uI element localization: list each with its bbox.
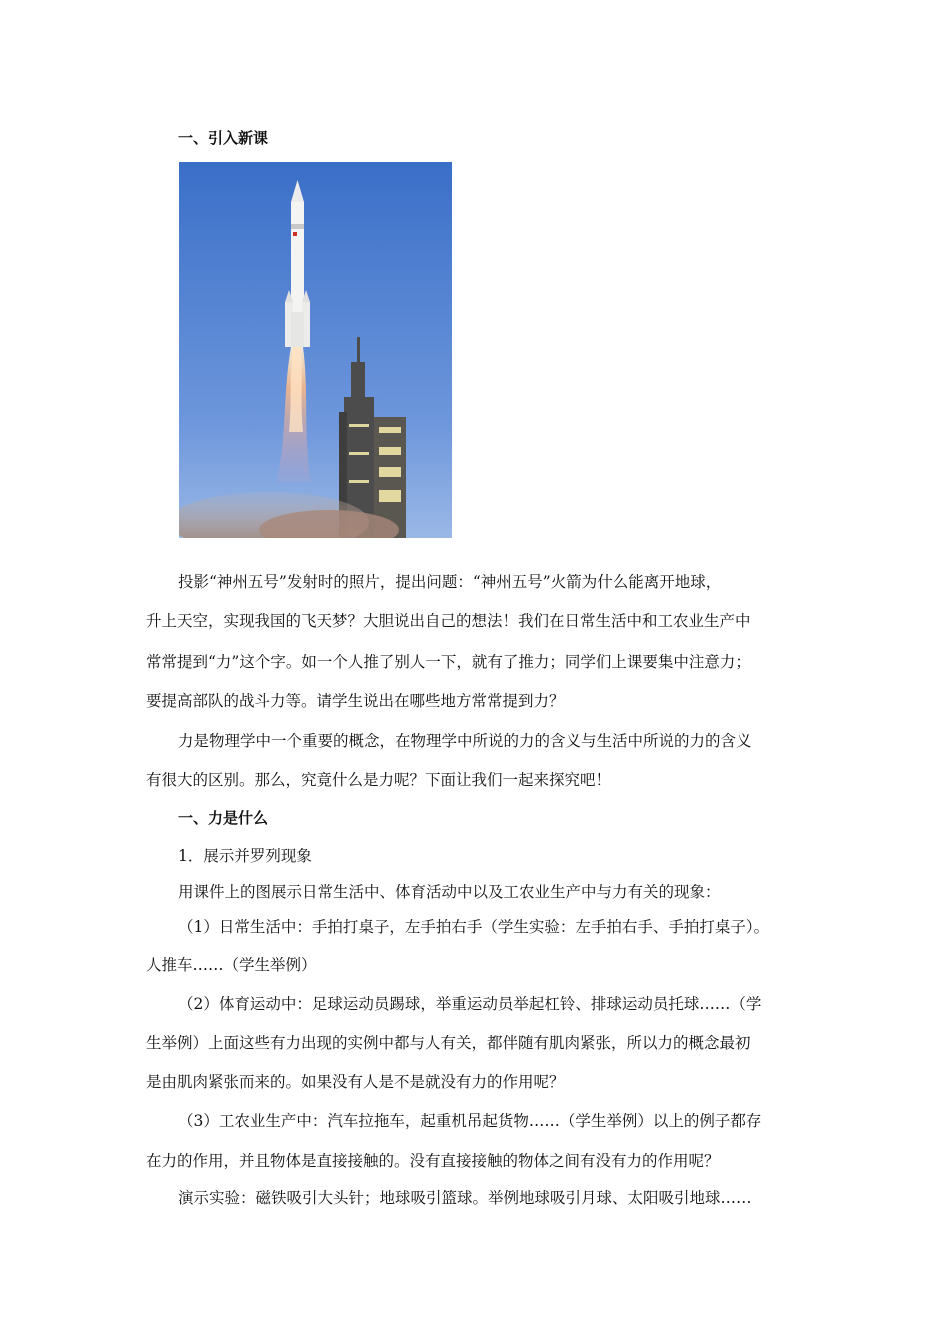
list-item-line: （3）工农业生产中：汽车拉拖车，起重机吊起货物……（学生举例）以上的例子都存 <box>178 1112 762 1130</box>
rocket-launch-photo <box>179 162 452 538</box>
paragraph-line: 要提高部队的战斗力等。请学生说出在哪些地方常常提到力？ <box>146 692 565 710</box>
paragraph-line: 力是物理学中一个重要的概念，在物理学中所说的力的含义与生活中所说的力的含义 <box>178 732 752 750</box>
paragraph-line: 常常提到“力”这个字。如一个人推了别人一下，就有了推力；同学们上课要集中注意力； <box>146 653 751 671</box>
list-item-line: 人推车……（学生举例） <box>146 956 317 974</box>
list-item-line: 在力的作用，并且物体是直接接触的。没有直接接触的物体之间有没有力的作用呢？ <box>146 1152 720 1170</box>
list-item-line: 是由肌肉紧张而来的。如果没有人是不是就没有力的作用呢？ <box>146 1073 565 1091</box>
list-item-line: 生举例）上面这些有力出现的实例中都与人有关，都伴随有肌肉紧张，所以力的概念最初 <box>146 1034 751 1052</box>
paragraph-line: 升上天空，实现我国的飞天梦？大胆说出自己的想法！我们在日常生活中和工农业生产中 <box>146 612 751 630</box>
list-item-line: （1）日常生活中：手拍打桌子，左手拍右手（学生实验：左手拍右手、手拍打桌子）。 <box>178 918 770 936</box>
paragraph-line: 投影“神州五号”发射时的照片，提出问题：“神州五号”火箭为什么能离开地球， <box>178 573 722 591</box>
rocket-launch-image <box>179 162 452 538</box>
paragraph-line: 用课件上的图展示日常生活中、体育活动中以及工农业生产中与力有关的现象： <box>178 883 721 901</box>
subheading: 1．展示并罗列现象 <box>178 847 312 865</box>
paragraph-line: 有很大的区别。那么，究竟什么是力呢？下面让我们一起来探究吧！ <box>146 771 612 789</box>
section-heading-intro: 一、引入新课 <box>178 129 269 147</box>
paragraph-line: 演示实验：磁铁吸引大头针；地球吸引篮球。举例地球吸引月球、太阳吸引地球…… <box>178 1189 752 1207</box>
list-item-line: （2）体育运动中：足球运动员踢球，举重运动员举起杠铃、排球运动员托球……（学 <box>178 995 762 1013</box>
section-heading-what-is-force: 一、力是什么 <box>178 809 269 827</box>
